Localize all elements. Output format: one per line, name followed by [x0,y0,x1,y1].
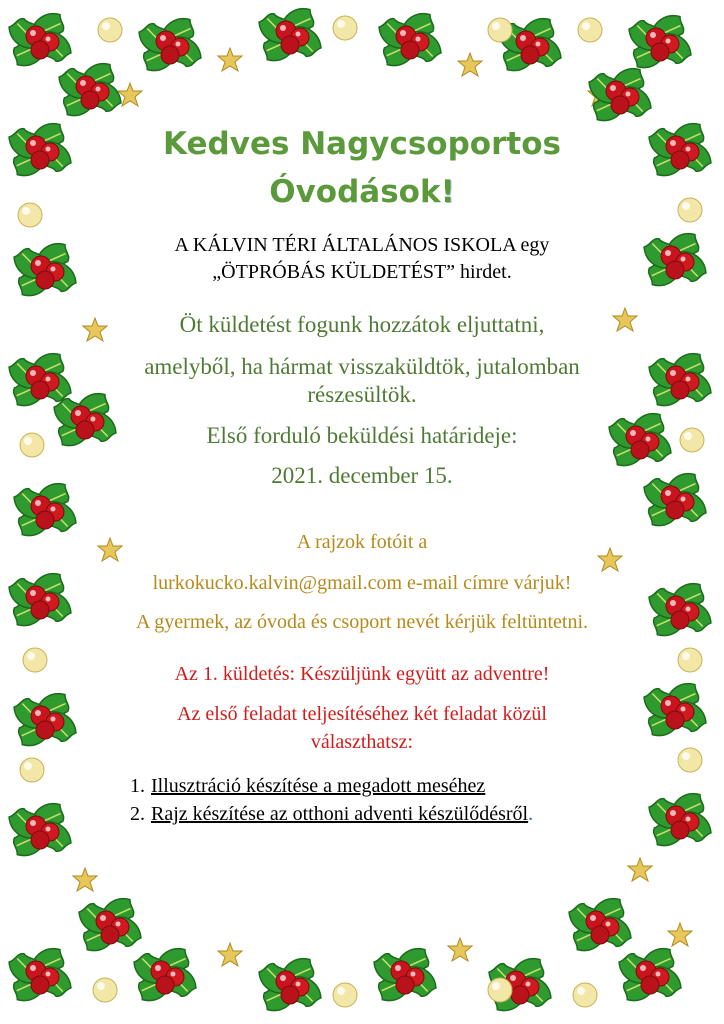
task-number: 2. [130,803,145,825]
green-line-3: részesültök. [307,382,417,407]
green-line-4: Első forduló beküldési határideje: [206,423,518,448]
list-item [130,772,614,800]
poster-title [110,120,614,216]
title-line-2 [110,168,614,216]
list-item [130,800,614,828]
intro-line-2: „ÖTPRÓBÁS KÜLDETÉST” hirdet. [212,261,512,283]
first-mission [110,660,614,756]
red-line-2: Az első feladat teljesítéséhez két feladat közül [177,703,547,725]
task-text: Rajz készítése az otthoni adventi készülődésről [151,803,529,825]
poster-content [110,120,614,828]
title-exclamation: ! [440,174,455,210]
red-line-3: választhatsz: [310,731,414,753]
mission-heading: Az 1. küldetés: Készüljünk együtt az adventre! [174,663,550,685]
intro-line-1: A KÁLVIN TÉRI ÁLTALÁNOS ISKOLA egy [174,234,550,256]
mission-description [110,308,614,493]
title-line-1: Kedves Nagycsoportos [163,126,561,162]
email-line: lurkokucko.kalvin@gmail.com e-mail címre várjuk! [152,572,572,594]
task-tail: . [528,803,534,825]
gold-line-3: A gyermek, az óvoda és csoport nevét kérjük feltüntetni. [135,611,589,633]
task-list [130,772,614,828]
title-line-2-text: Óvodások [269,174,441,210]
gold-line-1: A rajzok fotóit a [296,531,428,553]
task-text-wrap [151,800,533,828]
submission-info [110,528,614,636]
green-line-2: amelyből, ha hármat visszaküldtök, jutalomban [144,354,580,379]
intro-text [110,232,614,286]
green-line-1: Öt küldetést fogunk hozzátok eljuttatni, [179,312,545,337]
task-text: Illusztráció készítése a megadott meséhez [151,775,486,797]
deadline-date: 2021. december 15. [271,463,453,488]
task-number: 1. [130,775,145,797]
